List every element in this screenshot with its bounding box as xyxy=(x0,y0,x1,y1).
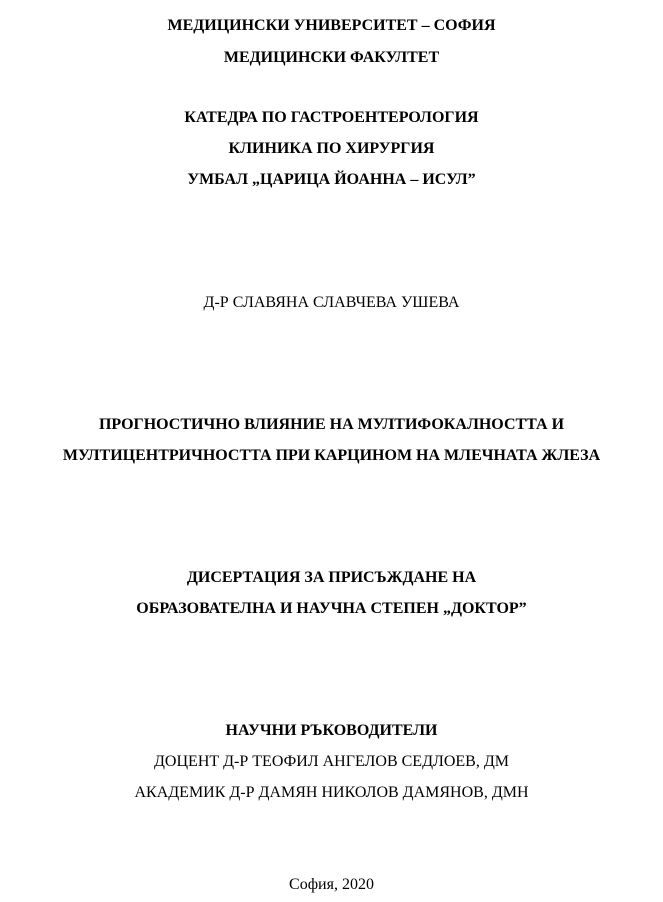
dissertation-title-line-2: МУЛТИЦЕНТРИЧНОСТТА ПРИ КАРЦИНОМ НА МЛЕЧНАТА ЖЛЕЗА xyxy=(62,447,601,464)
place-and-year: София, 2020 xyxy=(289,876,374,893)
supervisor-2: АКАДЕМИК Д-Р ДАМЯН НИКОЛОВ ДАМЯНОВ, ДМН xyxy=(134,784,529,801)
degree-line-2: ОБРАЗОВАТЕЛНА И НАУЧНА СТЕПЕН „ДОКТОР” xyxy=(136,600,527,617)
degree-line-1: ДИСЕРТАЦИЯ ЗА ПРИСЪЖДАНЕ НА xyxy=(186,569,477,586)
hospital-name: УМБАЛ „ЦАРИЦА ЙОАННА – ИСУЛ” xyxy=(187,171,476,188)
faculty-name: МЕДИЦИНСКИ ФАКУЛТЕТ xyxy=(223,49,440,66)
university-name: МЕДИЦИНСКИ УНИВЕРСИТЕТ – СОФИЯ xyxy=(167,17,496,34)
author-name: Д-Р СЛАВЯНА СЛАВЧЕВА УШЕВА xyxy=(203,294,460,311)
supervisor-1: ДОЦЕНТ Д-Р ТЕОФИЛ АНГЕЛОВ СЕДЛОЕВ, ДМ xyxy=(154,753,509,770)
department-name: КАТЕДРА ПО ГАСТРОЕНТЕРОЛОГИЯ xyxy=(184,109,479,126)
supervisors-heading: НАУЧНИ РЪКОВОДИТЕЛИ xyxy=(225,722,438,739)
clinic-name: КЛИНИКА ПО ХИРУРГИЯ xyxy=(228,140,435,157)
dissertation-title-line-1: ПРОГНОСТИЧНО ВЛИЯНИЕ НА МУЛТИФОКАЛНОСТТА И xyxy=(98,416,565,433)
